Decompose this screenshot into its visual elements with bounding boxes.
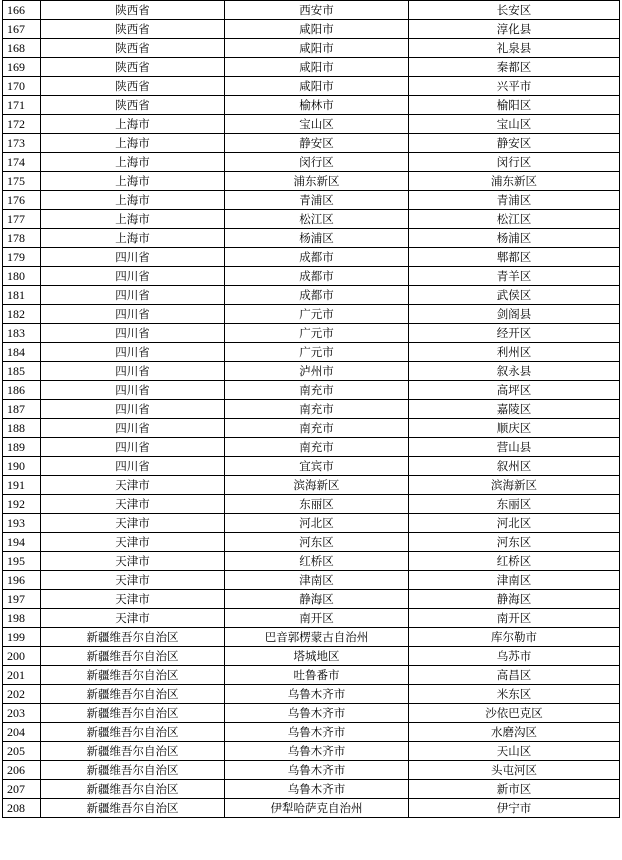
row-number-cell: 178 xyxy=(3,229,41,248)
province-cell: 天津市 xyxy=(41,590,225,609)
city-cell: 乌鲁木齐市 xyxy=(225,723,409,742)
district-cell: 榆阳区 xyxy=(409,96,620,115)
row-number-cell: 175 xyxy=(3,172,41,191)
table-row xyxy=(3,666,620,685)
district-cell: 高昌区 xyxy=(409,666,620,685)
city-cell: 松江区 xyxy=(225,210,409,229)
province-cell: 陕西省 xyxy=(41,1,225,20)
city-cell: 咸阳市 xyxy=(225,58,409,77)
row-number-cell: 197 xyxy=(3,590,41,609)
table-row xyxy=(3,647,620,666)
row-number-cell: 173 xyxy=(3,134,41,153)
province-cell: 新疆维吾尔自治区 xyxy=(41,723,225,742)
row-number-cell: 166 xyxy=(3,1,41,20)
district-cell: 静海区 xyxy=(409,590,620,609)
district-cell: 叙州区 xyxy=(409,457,620,476)
row-number-cell: 184 xyxy=(3,343,41,362)
table-row xyxy=(3,761,620,780)
row-number-cell: 167 xyxy=(3,20,41,39)
city-cell: 吐鲁番市 xyxy=(225,666,409,685)
table-row xyxy=(3,191,620,210)
row-number-cell: 207 xyxy=(3,780,41,799)
city-cell: 津南区 xyxy=(225,571,409,590)
district-cell: 米东区 xyxy=(409,685,620,704)
district-cell: 顺庆区 xyxy=(409,419,620,438)
province-cell: 新疆维吾尔自治区 xyxy=(41,780,225,799)
region-table xyxy=(2,0,620,818)
district-cell: 新市区 xyxy=(409,780,620,799)
city-cell: 南充市 xyxy=(225,400,409,419)
table-row xyxy=(3,590,620,609)
district-cell: 头屯河区 xyxy=(409,761,620,780)
table-row xyxy=(3,609,620,628)
city-cell: 乌鲁木齐市 xyxy=(225,704,409,723)
row-number-cell: 182 xyxy=(3,305,41,324)
district-cell: 杨浦区 xyxy=(409,229,620,248)
city-cell: 巴音郭楞蒙古自治州 xyxy=(225,628,409,647)
district-cell: 静安区 xyxy=(409,134,620,153)
province-cell: 上海市 xyxy=(41,134,225,153)
table-row xyxy=(3,533,620,552)
city-cell: 青浦区 xyxy=(225,191,409,210)
province-cell: 新疆维吾尔自治区 xyxy=(41,666,225,685)
city-cell: 红桥区 xyxy=(225,552,409,571)
row-number-cell: 206 xyxy=(3,761,41,780)
province-cell: 新疆维吾尔自治区 xyxy=(41,742,225,761)
table-row xyxy=(3,305,620,324)
row-number-cell: 200 xyxy=(3,647,41,666)
row-number-cell: 171 xyxy=(3,96,41,115)
table-row xyxy=(3,210,620,229)
district-cell: 浦东新区 xyxy=(409,172,620,191)
province-cell: 四川省 xyxy=(41,381,225,400)
row-number-cell: 169 xyxy=(3,58,41,77)
row-number-cell: 187 xyxy=(3,400,41,419)
city-cell: 南充市 xyxy=(225,419,409,438)
table-row xyxy=(3,134,620,153)
province-cell: 四川省 xyxy=(41,248,225,267)
table-row xyxy=(3,39,620,58)
table-row xyxy=(3,514,620,533)
row-number-cell: 174 xyxy=(3,153,41,172)
district-cell: 秦都区 xyxy=(409,58,620,77)
row-number-cell: 198 xyxy=(3,609,41,628)
city-cell: 咸阳市 xyxy=(225,20,409,39)
district-cell: 郫都区 xyxy=(409,248,620,267)
table-row xyxy=(3,400,620,419)
district-cell: 南开区 xyxy=(409,609,620,628)
row-number-cell: 190 xyxy=(3,457,41,476)
table-row xyxy=(3,799,620,818)
province-cell: 四川省 xyxy=(41,267,225,286)
district-cell: 淳化县 xyxy=(409,20,620,39)
table-row xyxy=(3,552,620,571)
province-cell: 四川省 xyxy=(41,286,225,305)
province-cell: 陕西省 xyxy=(41,20,225,39)
row-number-cell: 172 xyxy=(3,115,41,134)
city-cell: 乌鲁木齐市 xyxy=(225,685,409,704)
province-cell: 四川省 xyxy=(41,438,225,457)
row-number-cell: 168 xyxy=(3,39,41,58)
table-row xyxy=(3,419,620,438)
city-cell: 成都市 xyxy=(225,267,409,286)
city-cell: 河北区 xyxy=(225,514,409,533)
city-cell: 河东区 xyxy=(225,533,409,552)
table-row xyxy=(3,457,620,476)
province-cell: 四川省 xyxy=(41,324,225,343)
district-cell: 东丽区 xyxy=(409,495,620,514)
province-cell: 新疆维吾尔自治区 xyxy=(41,799,225,818)
district-cell: 水磨沟区 xyxy=(409,723,620,742)
row-number-cell: 193 xyxy=(3,514,41,533)
district-cell: 滨海新区 xyxy=(409,476,620,495)
table-row xyxy=(3,286,620,305)
city-cell: 咸阳市 xyxy=(225,39,409,58)
district-cell: 剑阁县 xyxy=(409,305,620,324)
row-number-cell: 188 xyxy=(3,419,41,438)
district-cell: 宝山区 xyxy=(409,115,620,134)
district-cell: 利州区 xyxy=(409,343,620,362)
city-cell: 西安市 xyxy=(225,1,409,20)
province-cell: 天津市 xyxy=(41,571,225,590)
city-cell: 东丽区 xyxy=(225,495,409,514)
row-number-cell: 208 xyxy=(3,799,41,818)
district-cell: 天山区 xyxy=(409,742,620,761)
city-cell: 乌鲁木齐市 xyxy=(225,761,409,780)
table-row xyxy=(3,20,620,39)
district-cell: 武侯区 xyxy=(409,286,620,305)
city-cell: 浦东新区 xyxy=(225,172,409,191)
city-cell: 泸州市 xyxy=(225,362,409,381)
province-cell: 天津市 xyxy=(41,514,225,533)
row-number-cell: 194 xyxy=(3,533,41,552)
table-row xyxy=(3,381,620,400)
row-number-cell: 183 xyxy=(3,324,41,343)
district-cell: 经开区 xyxy=(409,324,620,343)
province-cell: 四川省 xyxy=(41,419,225,438)
row-number-cell: 179 xyxy=(3,248,41,267)
city-cell: 成都市 xyxy=(225,248,409,267)
province-cell: 四川省 xyxy=(41,400,225,419)
province-cell: 新疆维吾尔自治区 xyxy=(41,628,225,647)
table-row xyxy=(3,1,620,20)
district-cell: 礼泉县 xyxy=(409,39,620,58)
city-cell: 南充市 xyxy=(225,381,409,400)
province-cell: 天津市 xyxy=(41,476,225,495)
table-row xyxy=(3,495,620,514)
district-cell: 兴平市 xyxy=(409,77,620,96)
table-row xyxy=(3,248,620,267)
row-number-cell: 205 xyxy=(3,742,41,761)
city-cell: 静海区 xyxy=(225,590,409,609)
table-row xyxy=(3,58,620,77)
city-cell: 宝山区 xyxy=(225,115,409,134)
province-cell: 陕西省 xyxy=(41,58,225,77)
district-cell: 嘉陵区 xyxy=(409,400,620,419)
province-cell: 陕西省 xyxy=(41,39,225,58)
province-cell: 陕西省 xyxy=(41,96,225,115)
row-number-cell: 203 xyxy=(3,704,41,723)
city-cell: 闵行区 xyxy=(225,153,409,172)
table-row xyxy=(3,153,620,172)
city-cell: 乌鲁木齐市 xyxy=(225,780,409,799)
district-cell: 河东区 xyxy=(409,533,620,552)
table-row xyxy=(3,438,620,457)
table-row xyxy=(3,115,620,134)
city-cell: 榆林市 xyxy=(225,96,409,115)
row-number-cell: 196 xyxy=(3,571,41,590)
city-cell: 咸阳市 xyxy=(225,77,409,96)
city-cell: 成都市 xyxy=(225,286,409,305)
row-number-cell: 186 xyxy=(3,381,41,400)
city-cell: 杨浦区 xyxy=(225,229,409,248)
district-cell: 津南区 xyxy=(409,571,620,590)
province-cell: 上海市 xyxy=(41,153,225,172)
province-cell: 天津市 xyxy=(41,533,225,552)
district-cell: 松江区 xyxy=(409,210,620,229)
district-cell: 河北区 xyxy=(409,514,620,533)
city-cell: 塔城地区 xyxy=(225,647,409,666)
table-row xyxy=(3,704,620,723)
row-number-cell: 201 xyxy=(3,666,41,685)
district-cell: 伊宁市 xyxy=(409,799,620,818)
row-number-cell: 170 xyxy=(3,77,41,96)
city-cell: 乌鲁木齐市 xyxy=(225,742,409,761)
row-number-cell: 202 xyxy=(3,685,41,704)
city-cell: 静安区 xyxy=(225,134,409,153)
city-cell: 广元市 xyxy=(225,343,409,362)
province-cell: 新疆维吾尔自治区 xyxy=(41,647,225,666)
province-cell: 四川省 xyxy=(41,343,225,362)
table-row xyxy=(3,723,620,742)
row-number-cell: 192 xyxy=(3,495,41,514)
table-row xyxy=(3,571,620,590)
province-cell: 天津市 xyxy=(41,552,225,571)
row-number-cell: 199 xyxy=(3,628,41,647)
province-cell: 四川省 xyxy=(41,457,225,476)
row-number-cell: 195 xyxy=(3,552,41,571)
city-cell: 南开区 xyxy=(225,609,409,628)
province-cell: 新疆维吾尔自治区 xyxy=(41,704,225,723)
city-cell: 滨海新区 xyxy=(225,476,409,495)
row-number-cell: 181 xyxy=(3,286,41,305)
province-cell: 上海市 xyxy=(41,115,225,134)
row-number-cell: 185 xyxy=(3,362,41,381)
district-cell: 高坪区 xyxy=(409,381,620,400)
province-cell: 上海市 xyxy=(41,210,225,229)
district-cell: 叙永县 xyxy=(409,362,620,381)
city-cell: 广元市 xyxy=(225,324,409,343)
province-cell: 上海市 xyxy=(41,229,225,248)
row-number-cell: 176 xyxy=(3,191,41,210)
table-row xyxy=(3,476,620,495)
table-row xyxy=(3,77,620,96)
table-row xyxy=(3,267,620,286)
district-cell: 营山县 xyxy=(409,438,620,457)
table-row xyxy=(3,172,620,191)
province-cell: 新疆维吾尔自治区 xyxy=(41,761,225,780)
row-number-cell: 189 xyxy=(3,438,41,457)
row-number-cell: 204 xyxy=(3,723,41,742)
row-number-cell: 191 xyxy=(3,476,41,495)
district-cell: 长安区 xyxy=(409,1,620,20)
city-cell: 广元市 xyxy=(225,305,409,324)
district-cell: 闵行区 xyxy=(409,153,620,172)
province-cell: 天津市 xyxy=(41,495,225,514)
city-cell: 宜宾市 xyxy=(225,457,409,476)
province-cell: 四川省 xyxy=(41,305,225,324)
district-cell: 红桥区 xyxy=(409,552,620,571)
province-cell: 新疆维吾尔自治区 xyxy=(41,685,225,704)
table-row xyxy=(3,96,620,115)
table-body xyxy=(3,1,620,818)
province-cell: 四川省 xyxy=(41,362,225,381)
province-cell: 上海市 xyxy=(41,172,225,191)
row-number-cell: 177 xyxy=(3,210,41,229)
table-row xyxy=(3,343,620,362)
table-row xyxy=(3,742,620,761)
table-row xyxy=(3,324,620,343)
table-row xyxy=(3,780,620,799)
province-cell: 天津市 xyxy=(41,609,225,628)
district-cell: 乌苏市 xyxy=(409,647,620,666)
province-cell: 上海市 xyxy=(41,191,225,210)
province-cell: 陕西省 xyxy=(41,77,225,96)
table-row xyxy=(3,229,620,248)
district-cell: 青羊区 xyxy=(409,267,620,286)
district-cell: 库尔勒市 xyxy=(409,628,620,647)
city-cell: 伊犁哈萨克自治州 xyxy=(225,799,409,818)
district-cell: 沙依巴克区 xyxy=(409,704,620,723)
table-row xyxy=(3,362,620,381)
table-row xyxy=(3,685,620,704)
table-row xyxy=(3,628,620,647)
city-cell: 南充市 xyxy=(225,438,409,457)
district-cell: 青浦区 xyxy=(409,191,620,210)
row-number-cell: 180 xyxy=(3,267,41,286)
